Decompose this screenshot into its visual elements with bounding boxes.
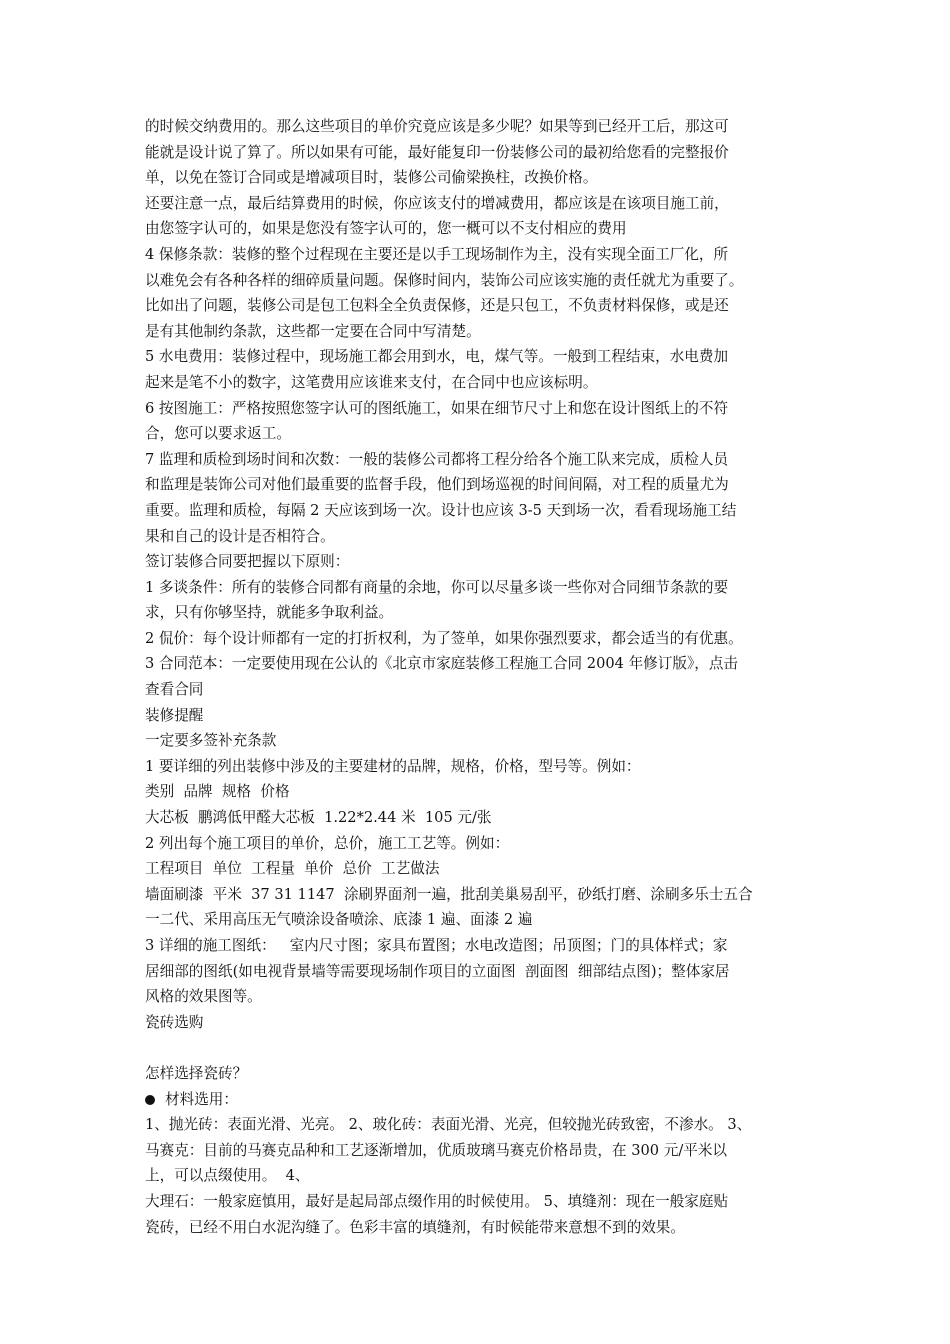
text-line: 7 监理和质检到场时间和次数：一般的装修公司都将工程分给各个施工队来完成，质检人员 — [145, 450, 729, 468]
text-line: 居细部的图纸(如电视背景墙等需要现场制作项目的立面图 剖面图 细部结点图)；整体家居 — [145, 962, 730, 980]
table-row-line: 墙面刷漆 平米 37 31 1147 涂刷界面剂一遍，批刮美巢易刮平，砂纸打磨、涂刷多乐士五合 — [145, 885, 753, 903]
subsection-heading: 一定要多签补充条款 — [145, 732, 277, 750]
section-heading: 瓷砖选购 — [145, 1013, 204, 1031]
question-heading: 怎样选择瓷砖？ — [145, 1064, 248, 1082]
text-line: 4 保修条款：装修的整个过程现在主要还是以手工现场制作为主，没有实现全面工厂化，所 — [145, 245, 729, 263]
text-line: 马赛克：目前的马赛克品种和工艺逐渐增加，优质玻璃马赛克价格昂贵，在 300 元/平米以 — [145, 1141, 728, 1159]
text-line: 能就是设计说了算了。所以如果有可能，最好能复印一份装修公司的最初给您看的完整报价 — [145, 143, 729, 161]
text-line: 由您签字认可的，如果是您没有签字认可的，您一概可以不支付相应的费用 — [145, 220, 627, 238]
text-line: 上，可以点缀使用。 4、 — [145, 1167, 310, 1185]
text-line: 重要。监理和质检，每隔 2 天应该到场一次。设计也应该 3-5 天到场一次，看看现场施工结 — [145, 501, 737, 519]
text-line: 2 侃价：每个设计师都有一定的打折权利，为了签单，如果你强烈要求，都会适当的有优惠。 — [145, 629, 743, 647]
table-row-line: 大芯板 鹏鸿低甲醛大芯板 1.22*2.44 米 105 元/张 — [145, 809, 492, 827]
text-line: 的时候交纳费用的。那么这些项目的单价究竟应该是多少呢？如果等到已经开工后，那这可 — [145, 118, 729, 135]
text-line: 2 列出每个施工项目的单价，总价，施工工艺等。例如： — [145, 834, 510, 852]
text-line: 和监理是装饰公司对他们最重要的监督手段，他们到场巡视的时间间隔，对工程的质量尤为 — [145, 476, 729, 494]
blank-line — [145, 1035, 810, 1061]
text-line: 比如出了问题，装修公司是包工包料全全负责保修，还是只包工，不负责材料保修，或是还 — [145, 297, 729, 315]
text-line: 求，只有你够坚持，就能多争取利益。 — [145, 604, 394, 622]
text-line: 5 水电费用：装修过程中，现场施工都会用到水，电，煤气等。一般到工程结束，水电费加 — [145, 348, 729, 366]
text-line: 还要注意一点，最后结算费用的时候，你应该支付的增减费用，都应该是在该项目施工前， — [145, 194, 729, 212]
bullet-icon — [145, 1095, 155, 1105]
text-line: 单，以免在签订合同或是增减项目时，装修公司偷梁换柱，改换价格。 — [145, 169, 598, 187]
document-page — [145, 114, 810, 1240]
text-line: 3 合同范本：一定要使用现在公认的《北京市家庭装修工程施工合同 2004 年修订版》，点击 — [145, 655, 739, 673]
bullet-item — [145, 1087, 810, 1113]
section-heading: 装修提醒 — [145, 706, 204, 724]
text-line: 1、抛光砖：表面光滑、光亮。 2、玻化砖：表面光滑、光亮，但较抛光砖致密，不渗水。 3、 — [145, 1116, 752, 1134]
text-line: 风格的效果图等。 — [145, 988, 262, 1006]
bullet-item-label: 材料选用： — [165, 1090, 238, 1108]
text-line: 1 要详细的列出装修中涉及的主要建材的品牌，规格，价格，型号等。例如： — [145, 757, 641, 775]
text-line: 合，您可以要求返工。 — [145, 425, 291, 443]
table-header-line: 工程项目 单位 工程量 单价 总价 工艺做法 — [145, 860, 440, 878]
section-heading: 签订装修合同要把握以下原则： — [145, 553, 350, 571]
text-line: 起来是笔不小的数字，这笔费用应该谁来支付，在合同中也应该标明。 — [145, 373, 598, 391]
text-line: 6 按图施工：严格按照您签字认可的图纸施工，如果在细节尺寸上和您在设计图纸上的不符 — [145, 399, 729, 417]
text-line: 果和自己的设计是否相符合。 — [145, 527, 335, 545]
text-line: 1 多谈条件：所有的装修合同都有商量的余地，你可以尽量多谈一些你对合同细节条款的要 — [145, 578, 729, 596]
text-line: 一二代、采用高压无气喷涂设备喷涂、底漆 1 遍、面漆 2 遍 — [145, 911, 533, 929]
text-line: 大理石：一般家庭慎用，最好是起局部点缀作用的时候使用。 5、填缝剂：现在一般家庭贴 — [145, 1192, 729, 1210]
text-line: 瓷砖，已经不用白水泥沟缝了。色彩丰富的填缝剂，有时候能带来意想不到的效果。 — [145, 1218, 685, 1236]
text-line: 3 详细的施工图纸： 室内尺寸图；家具布置图；水电改造图；吊顶图；门的具体样式；家 — [145, 937, 728, 954]
text-line: 是有其他制约条款，这些都一定要在合同中写清楚。 — [145, 322, 481, 340]
text-line: 以难免会有各种各样的细碎质量问题。保修时间内，装饰公司应该实施的责任就尤为重要了。 — [145, 271, 744, 289]
table-header-line: 类别 品牌 规格 价格 — [145, 783, 290, 801]
text-line: 查看合同 — [145, 681, 204, 699]
